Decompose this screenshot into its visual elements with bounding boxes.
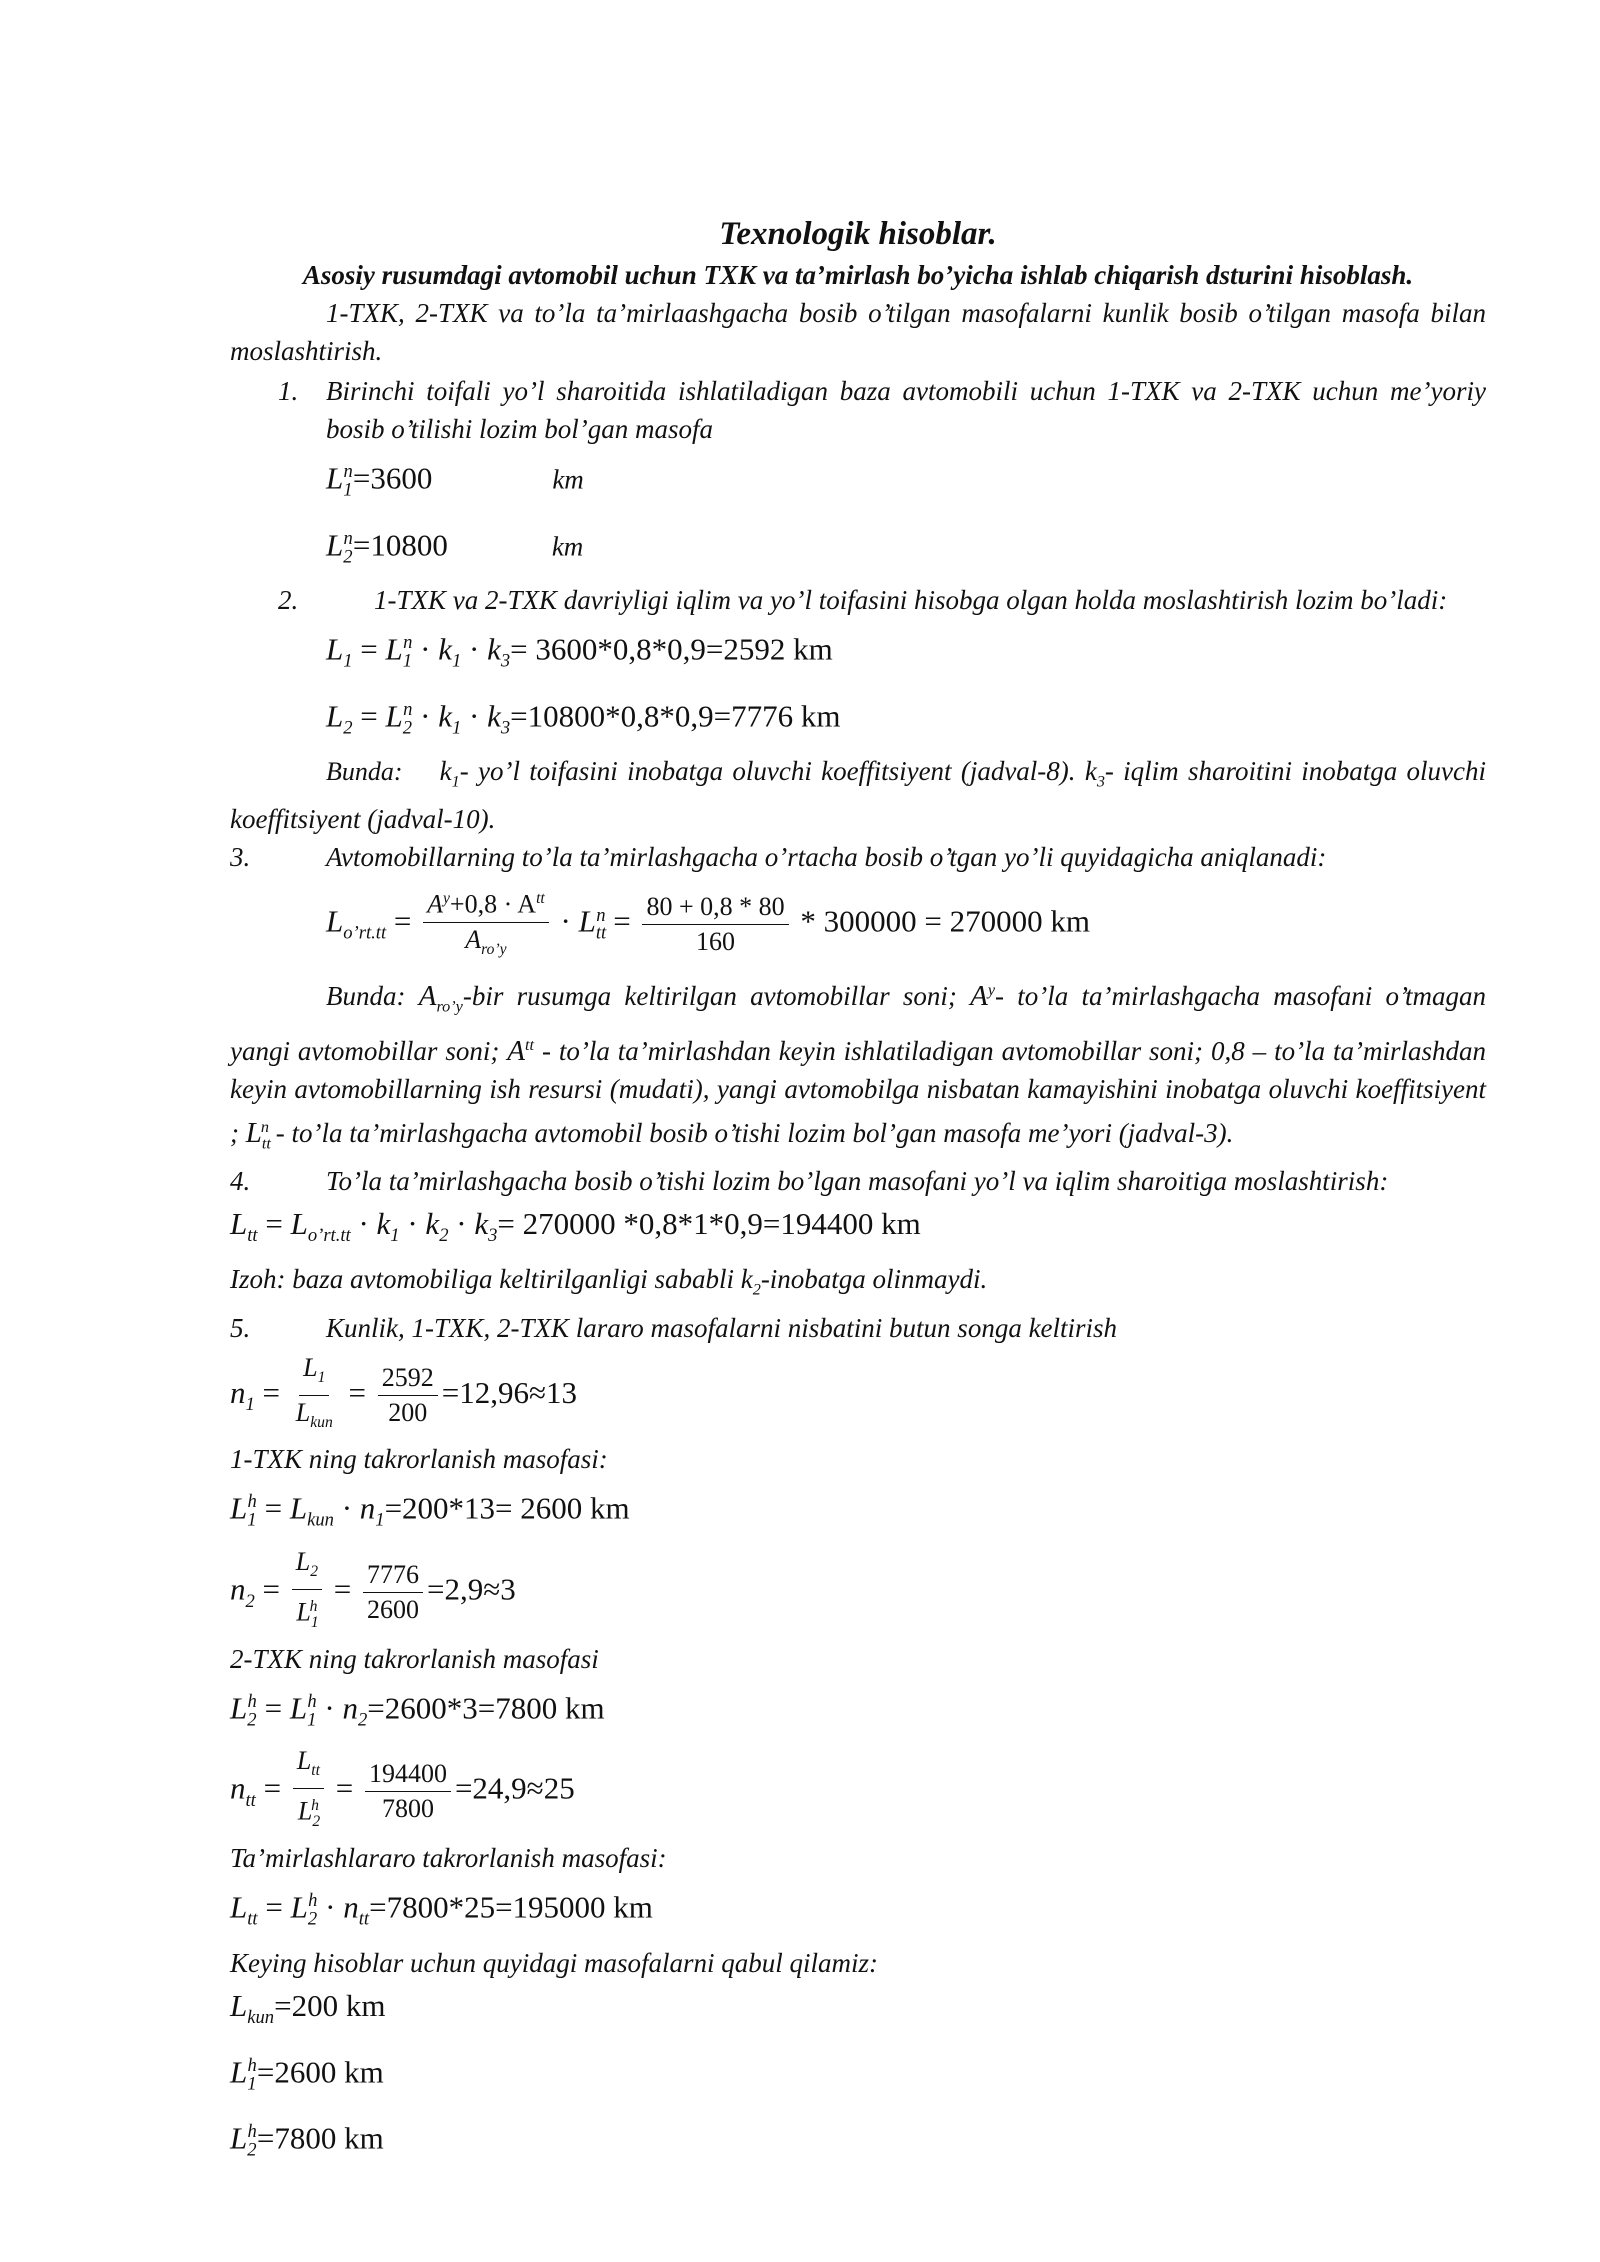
page-title: Texnologik hisoblar. — [719, 216, 997, 252]
n2-eq: $n_2$ = $\frac{L_2}{L_1^h}$ = $\frac{7776}{2600}$ =2,9≈3 — [230, 1546, 516, 1631]
label-accepted-values: Keying hisoblar uchun quyidagi masofalarni qabul qilamiz: — [230, 1947, 878, 1978]
l1-norm-eq: $L_1^n=3600$ km — [326, 460, 584, 501]
l1h-result: =200*13= 2600 km — [384, 1490, 630, 1526]
ntt-eq: $n_{tt}$ = $\frac{L_{tt}}{L_2^h}$ = $\frac{194400}{7800}$ =24,9≈25 — [230, 1746, 575, 1831]
item-1-number: 1. — [278, 376, 299, 406]
l2-norm-unit: km — [551, 530, 584, 561]
l2-eq: $L_2 = L_2^n \cdot k_1 \cdot k_3=10800*0,8*0,9=7776$ km — [326, 697, 841, 739]
final-l1h: $L_1^h=2600$ km — [230, 2054, 384, 2095]
n1-eq: $n_1$ = $\frac{L_1}{L_{kun}}$ = $\frac{2592}{200}$ =12,96≈13 — [230, 1352, 577, 1432]
document-page — [230, 212, 1486, 2175]
ltt-final-eq: $L_{tt} = L_2^h \cdot n_{tt}=7800*25=195000$ km — [230, 1889, 653, 1930]
final-l2h: $L_2^h=7800$ km — [230, 2120, 384, 2161]
item-2 — [230, 581, 1486, 619]
final-lkun: $L_{kun}=200$ km — [230, 1987, 386, 2028]
l-avg-fraction-symbolic: $\frac{A^y+0,8 \cdot A^{tt}}{A_{ro’y}}$ — [423, 882, 549, 967]
item-4-text: 4. To’la ta’mirlashgacha bosib o’tishi lozim bo’lgan masofani yo’l va iqlim sharoitiga moslashtirish: — [230, 1166, 1389, 1197]
l-avg-fraction-numeric: $\frac{80 + 0,8 * 80}{160}$ — [642, 890, 788, 959]
l2-eq-result: =10800*0,8*0,9=7776 km — [510, 697, 841, 733]
item-5-text: 5. Kunlik, 1-TXK, 2-TXK lararo masofalarni nisbatini butun songa keltirish — [230, 1312, 1118, 1343]
ntt-result: =24,9≈25 — [454, 1770, 575, 1806]
l1-eq-result: = 3600*0,8*0,9=2592 km — [510, 631, 833, 667]
l1-norm-unit: km — [552, 464, 584, 495]
n2-result: =2,9≈3 — [427, 1571, 516, 1607]
l1-eq: $L_1 = L_1^n \cdot k_1 \cdot k_3= 3600*0,8*0,9=2592$ km — [326, 631, 833, 672]
label-repair-repeat: Ta’mirlashlararo takrorlanish masofasi: — [230, 1843, 667, 1874]
n1-result: =12,96≈13 — [441, 1374, 577, 1410]
ltt-eq-result: = 270000 *0,8*1*0,9=194400 km — [497, 1206, 921, 1242]
label-txk1-repeat: 1-TXK ning takrorlanish masofasi: — [230, 1444, 608, 1475]
item-1 — [230, 372, 1486, 448]
item-2-number: 2. — [278, 585, 299, 616]
l2-norm-value: =10800 — [352, 526, 448, 562]
item-2-note: Bunda: $k_1-$ yo’l toifasini inobatga oluvchi koeffitsiyent (jadval-8). $k_3-$ iqlim sharoitini inobatga oluvchi koeffitsiyent (jadval-10). — [230, 756, 1487, 835]
item-3 — [230, 838, 1486, 876]
ltt-final-result: =7800*25=195000 km — [369, 1889, 653, 1925]
item-1-text: Birinchi toifali yo’l sharoitida ishlatiladigan baza avtomobili uchun 1-TXK va 2-TXK uchun me’yoriy bosib o’tilishi lozim bol’gan masofa — [326, 376, 1486, 444]
item-4-izoh: Izoh: baza avtomobiliga keltirilganligi sababli $k_2$-inobatga olinmaydi. — [230, 1264, 988, 1299]
item-3-description: Bunda: $A_{ro’y}$-bir rusumga keltirilgan avtomobillar soni; $A^y-$ to’la ta’mirlashgacha masofani o’tmagan yangi avtomobillar soni; $A^{tt}$ - to’la ta’mirlashdan keyin ishlatiladigan avtomobillar soni; 0,8 – to’la ta’mirlashdan keyin avtomobillarning ish resursi (mudati), yangi avtomobilga nisbatan kamayishini inobatga oluvchi koeffitsiyent ; $L_{tt}^n$ - to’la ta’mirlashgacha avtomobil bosib o’tishi lozim bol’gan masofa me’yori (jadval-3). — [230, 980, 1487, 1153]
intro-paragraph: 1-TXK, 2-TXK va to’la ta’mirlaashgacha bosib o’tilgan masofalarni kunlik bosib o’tilgan masofa bilan moslashtirish. — [230, 298, 1486, 366]
l1-norm-value: =3600 — [352, 460, 433, 496]
label-txk2-repeat: 2-TXK ning takrorlanish masofasi — [230, 1643, 599, 1674]
ltt-eq: $L_{tt} = L_{o’rt.tt} \cdot k_1 \cdot k_2 \cdot k_3= 270000$ *0,8*1*0,9=194400 km — [230, 1206, 921, 1247]
l2-norm-eq: $L_2^n=10800$ km — [326, 526, 584, 568]
l1h-eq: $L_1^h = L_{kun} \cdot n_1=200*13= 2600$ km — [230, 1490, 630, 1531]
item-3-text: 3. Avtomobillarning to’la ta’mirlashgacha o’rtacha bosib o’tgan yo’li quyidagicha aniqlanadi: — [230, 842, 1327, 873]
item-2-text: 1-TXK va 2-TXK davriyligi iqlim va yo’l toifasini hisobga olgan holda moslashtirish lozim bo’ladi: — [374, 585, 1448, 616]
page-subtitle: Asosiy rusumdagi avtomobil uchun TXK va ta’mirlash bo’yicha ishlab chiqarish dsturini hisoblash. — [302, 260, 1414, 290]
l2h-result: =2600*3=7800 km — [367, 1689, 605, 1725]
l-avg-eq: $L_{o’rt.tt}$ = $\frac{A^y+0,8 \cdot A^{tt}}{A_{ro’y}}$ · $L_{tt}^n$ = $\frac{80 + 0,8 * 80}{160}$ * 300000 = 270000 km — [326, 882, 1486, 967]
l-avg-result: * 300000 = 270000 km — [800, 903, 1090, 939]
l2h-eq: $L_2^h = L_1^h \cdot n_2=2600*3=7800$ km — [230, 1689, 605, 1731]
